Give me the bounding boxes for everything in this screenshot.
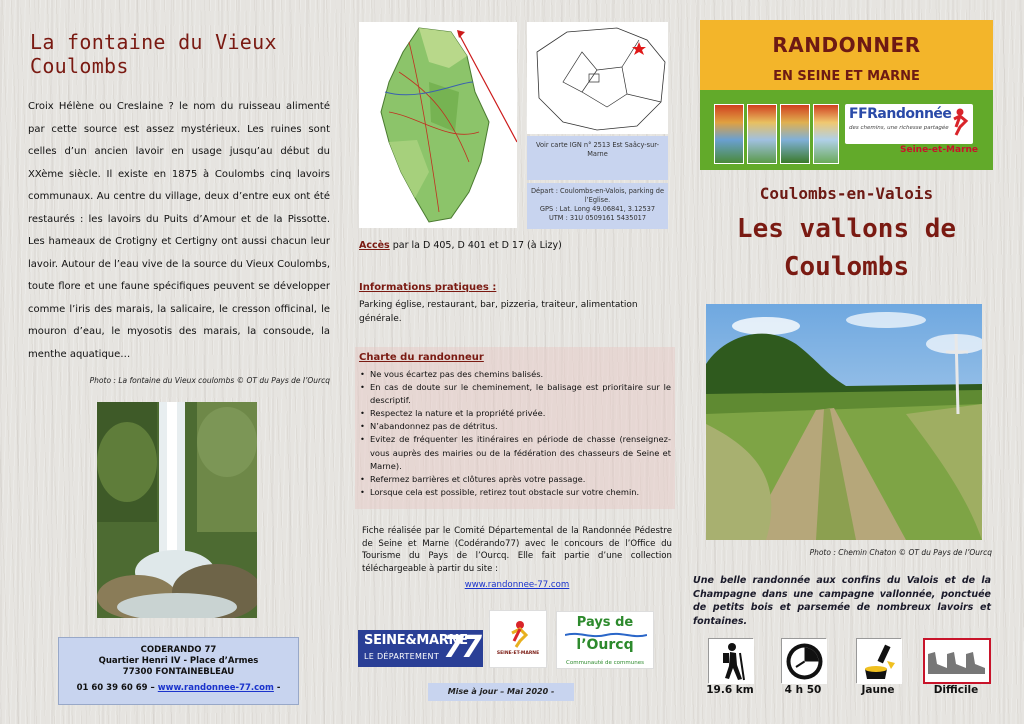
ffrandonnee-small-caption: SEINE-ET-MARNE: [496, 651, 540, 656]
access-info: [359, 240, 679, 251]
update-date: Mise à jour – Mai 2020 -: [428, 683, 574, 701]
fountain-photo-caption: Photo : La fontaine du Vieux coulombs © OT du Pays de l’Ourcq: [89, 376, 330, 385]
hike-title: [700, 210, 993, 286]
charter-item: • Respectez la nature et la propriété privée.: [359, 407, 671, 420]
contact-org: CODERANDO 77: [140, 645, 217, 655]
stat-marking: Jaune: [861, 684, 895, 696]
practical-info-text: Parking église, restaurant, bar, pizzeria, traiteur, alimentation générale.: [359, 300, 638, 324]
ffrandonnee-region: Seine-et-Marne: [900, 145, 979, 155]
contact-phone: 01 60 39 60 69 –: [76, 683, 155, 693]
ourcq-logo-line3: Communauté de communes: [566, 660, 644, 666]
credits-website-link[interactable]: www.randonnee-77.com: [464, 580, 570, 590]
ffrandonnee-tagline: des chemins, une richesse partagée: [849, 125, 949, 131]
paint-marking-tile: [856, 638, 901, 683]
seine-et-marne-logo-name: SEINE&MARNE: [364, 633, 468, 648]
fountain-description: Croix Hélène ou Creslaine ? le nom du ruisseau alimenté par cette source est assez mystérieux. Les ruines sont celles d’un ancien lavoir en usage jusqu’au début du XXème siècle. Il existe en 1875 à Coulombs cinq lavoirs communaux. Au centre du village, deux d’entre eux ont été restaurés : les lavoirs du Puits d’Amour et de la Pissotte. Les hameaux de Crotigny et Certigny ont aussi chacun leur lavoir. Autour de l’eau vive de la source du Vieux Coulombs, toute flore et une faune spécifiques peuvent se développer comme l’iris des marais, la salicaire, le cresson officinal, le mouron d’eau, le myosotis des marais, la consoude, la menthe aquatique…: [28, 101, 330, 360]
ffrandonnee-logo: [845, 104, 973, 144]
charter-item: • En cas de doute sur le cheminement, le balisage est prioritaire sur le descriptif.: [359, 381, 671, 407]
hiker-logo-icon: [490, 611, 548, 651]
departure-utm: UTM : 31U 0509161 5435017: [548, 214, 647, 222]
contact-suffix: -: [273, 683, 281, 693]
clock-icon: [782, 639, 827, 684]
contact-box: [58, 637, 299, 705]
town-name: Coulombs-en-Valois: [759, 184, 934, 203]
difficulty-tile: [923, 638, 991, 684]
trail-photo-caption: Photo : Chemin Chaton © OT du Pays de l’Ourcq: [809, 548, 992, 557]
access-text: par la D 405, D 401 et D 17 (à Lizy): [389, 240, 562, 251]
ffrandonnee-logo-text: [849, 106, 951, 122]
stat-distance: 19.6 km: [706, 684, 754, 696]
hike-description: Une belle randonnée aux confins du Valois et de la Champagne dans une campagne vallonnée, ponctuée de petits bois et parsemée de nombreux lavoirs et fontaines.: [693, 575, 991, 627]
department-map: [359, 22, 517, 228]
practical-info-title: Informations pratiques :: [359, 282, 497, 293]
departure-info: [527, 183, 668, 229]
contact-city: 77300 FONTAINEBLEAU: [122, 667, 235, 677]
charter-item: • Evitez de fréquenter les itinéraires en période de chasse (renseignez-vous auprès des mairies ou de la fédération des chasseurs de Seine et Marne).: [359, 433, 671, 472]
hiker-icon: [709, 639, 754, 684]
contact-phone-line: [59, 683, 298, 694]
credits-link-wrap: [362, 580, 672, 590]
departure-location: Départ : Coulombs-en-Valois, parking de l’Eglise.: [530, 187, 665, 204]
hiking-boots-icon: [925, 640, 989, 682]
ourcq-logo-line1: Pays de: [576, 615, 634, 630]
seine-et-marne-logo: [358, 630, 483, 667]
ffrandonnee-small-logo: [489, 610, 547, 668]
departure-gps: GPS : Lat. Long 49.06841, 3.12537: [539, 205, 656, 213]
hiker-logo-icon: [948, 107, 970, 137]
stat-duration: 4 h 50: [784, 684, 822, 696]
hike-title-line2: Coulombs: [783, 252, 910, 282]
seine-et-marne-logo-sub: LE DÉPARTEMENT: [364, 652, 440, 661]
guide-cover-thumbnail: [747, 104, 777, 164]
contact-website-link[interactable]: www.randonnee-77.com: [157, 683, 274, 693]
hike-title-line1: Les vallons de: [736, 214, 957, 244]
trail-photo: [706, 304, 982, 540]
ffrandonnee-logo-ffr: FFR: [849, 106, 878, 122]
charter-list: [359, 368, 671, 499]
guide-cover-thumbnail: [813, 104, 839, 164]
charter-item: • Refermez barrières et clôtures après votre passage.: [359, 473, 671, 486]
ourcq-logo-line2: l’Ourcq: [576, 637, 634, 653]
pays-de-l-ourcq-logo: [556, 611, 654, 669]
fountain-photo: [97, 402, 257, 618]
contact-address: Quartier Henri IV - Place d’Armes: [98, 656, 259, 666]
charter-item: • Ne vous écartez pas des chemins balisés.: [359, 368, 671, 381]
ile-de-france-map: [527, 22, 668, 134]
charter-item: • N’abandonnez pas de détritus.: [359, 420, 671, 433]
section-title-fountain: La fontaine du Vieux Coulombs: [30, 30, 277, 78]
hiker-tile: [708, 638, 753, 683]
ign-map-note: Voir carte IGN n° 2513 Est Saâcy-sur-Marne: [527, 136, 668, 180]
charter-title: Charte du randonneur: [359, 352, 484, 363]
charter-item: • Lorsque cela est possible, retirez tout obstacle sur votre chemin.: [359, 486, 671, 499]
stat-difficulty: Difficile: [933, 684, 979, 696]
guide-cover-thumbnail: [714, 104, 744, 164]
banner-title: RANDONNER: [772, 33, 921, 57]
guide-cover-thumbnail: [780, 104, 810, 164]
paint-brush-icon: [857, 639, 902, 684]
seine-et-marne-logo-number: 77: [443, 630, 479, 665]
ffrandonnee-logo-rest: andonnée: [877, 106, 952, 122]
clock-tile: [781, 638, 826, 683]
credits-text: Fiche réalisée par le Comité Départemental de la Randonnée Pédestre de Seine et Marne (Codérando77) avec le concours de l’Office du Tourisme du Pays de l’Ourcq. Elle fait partie d’une collection téléchargeable à partir du site :: [362, 526, 672, 574]
banner-subtitle: EN SEINE ET MARNE: [773, 69, 920, 84]
access-label: Accès: [359, 240, 390, 251]
